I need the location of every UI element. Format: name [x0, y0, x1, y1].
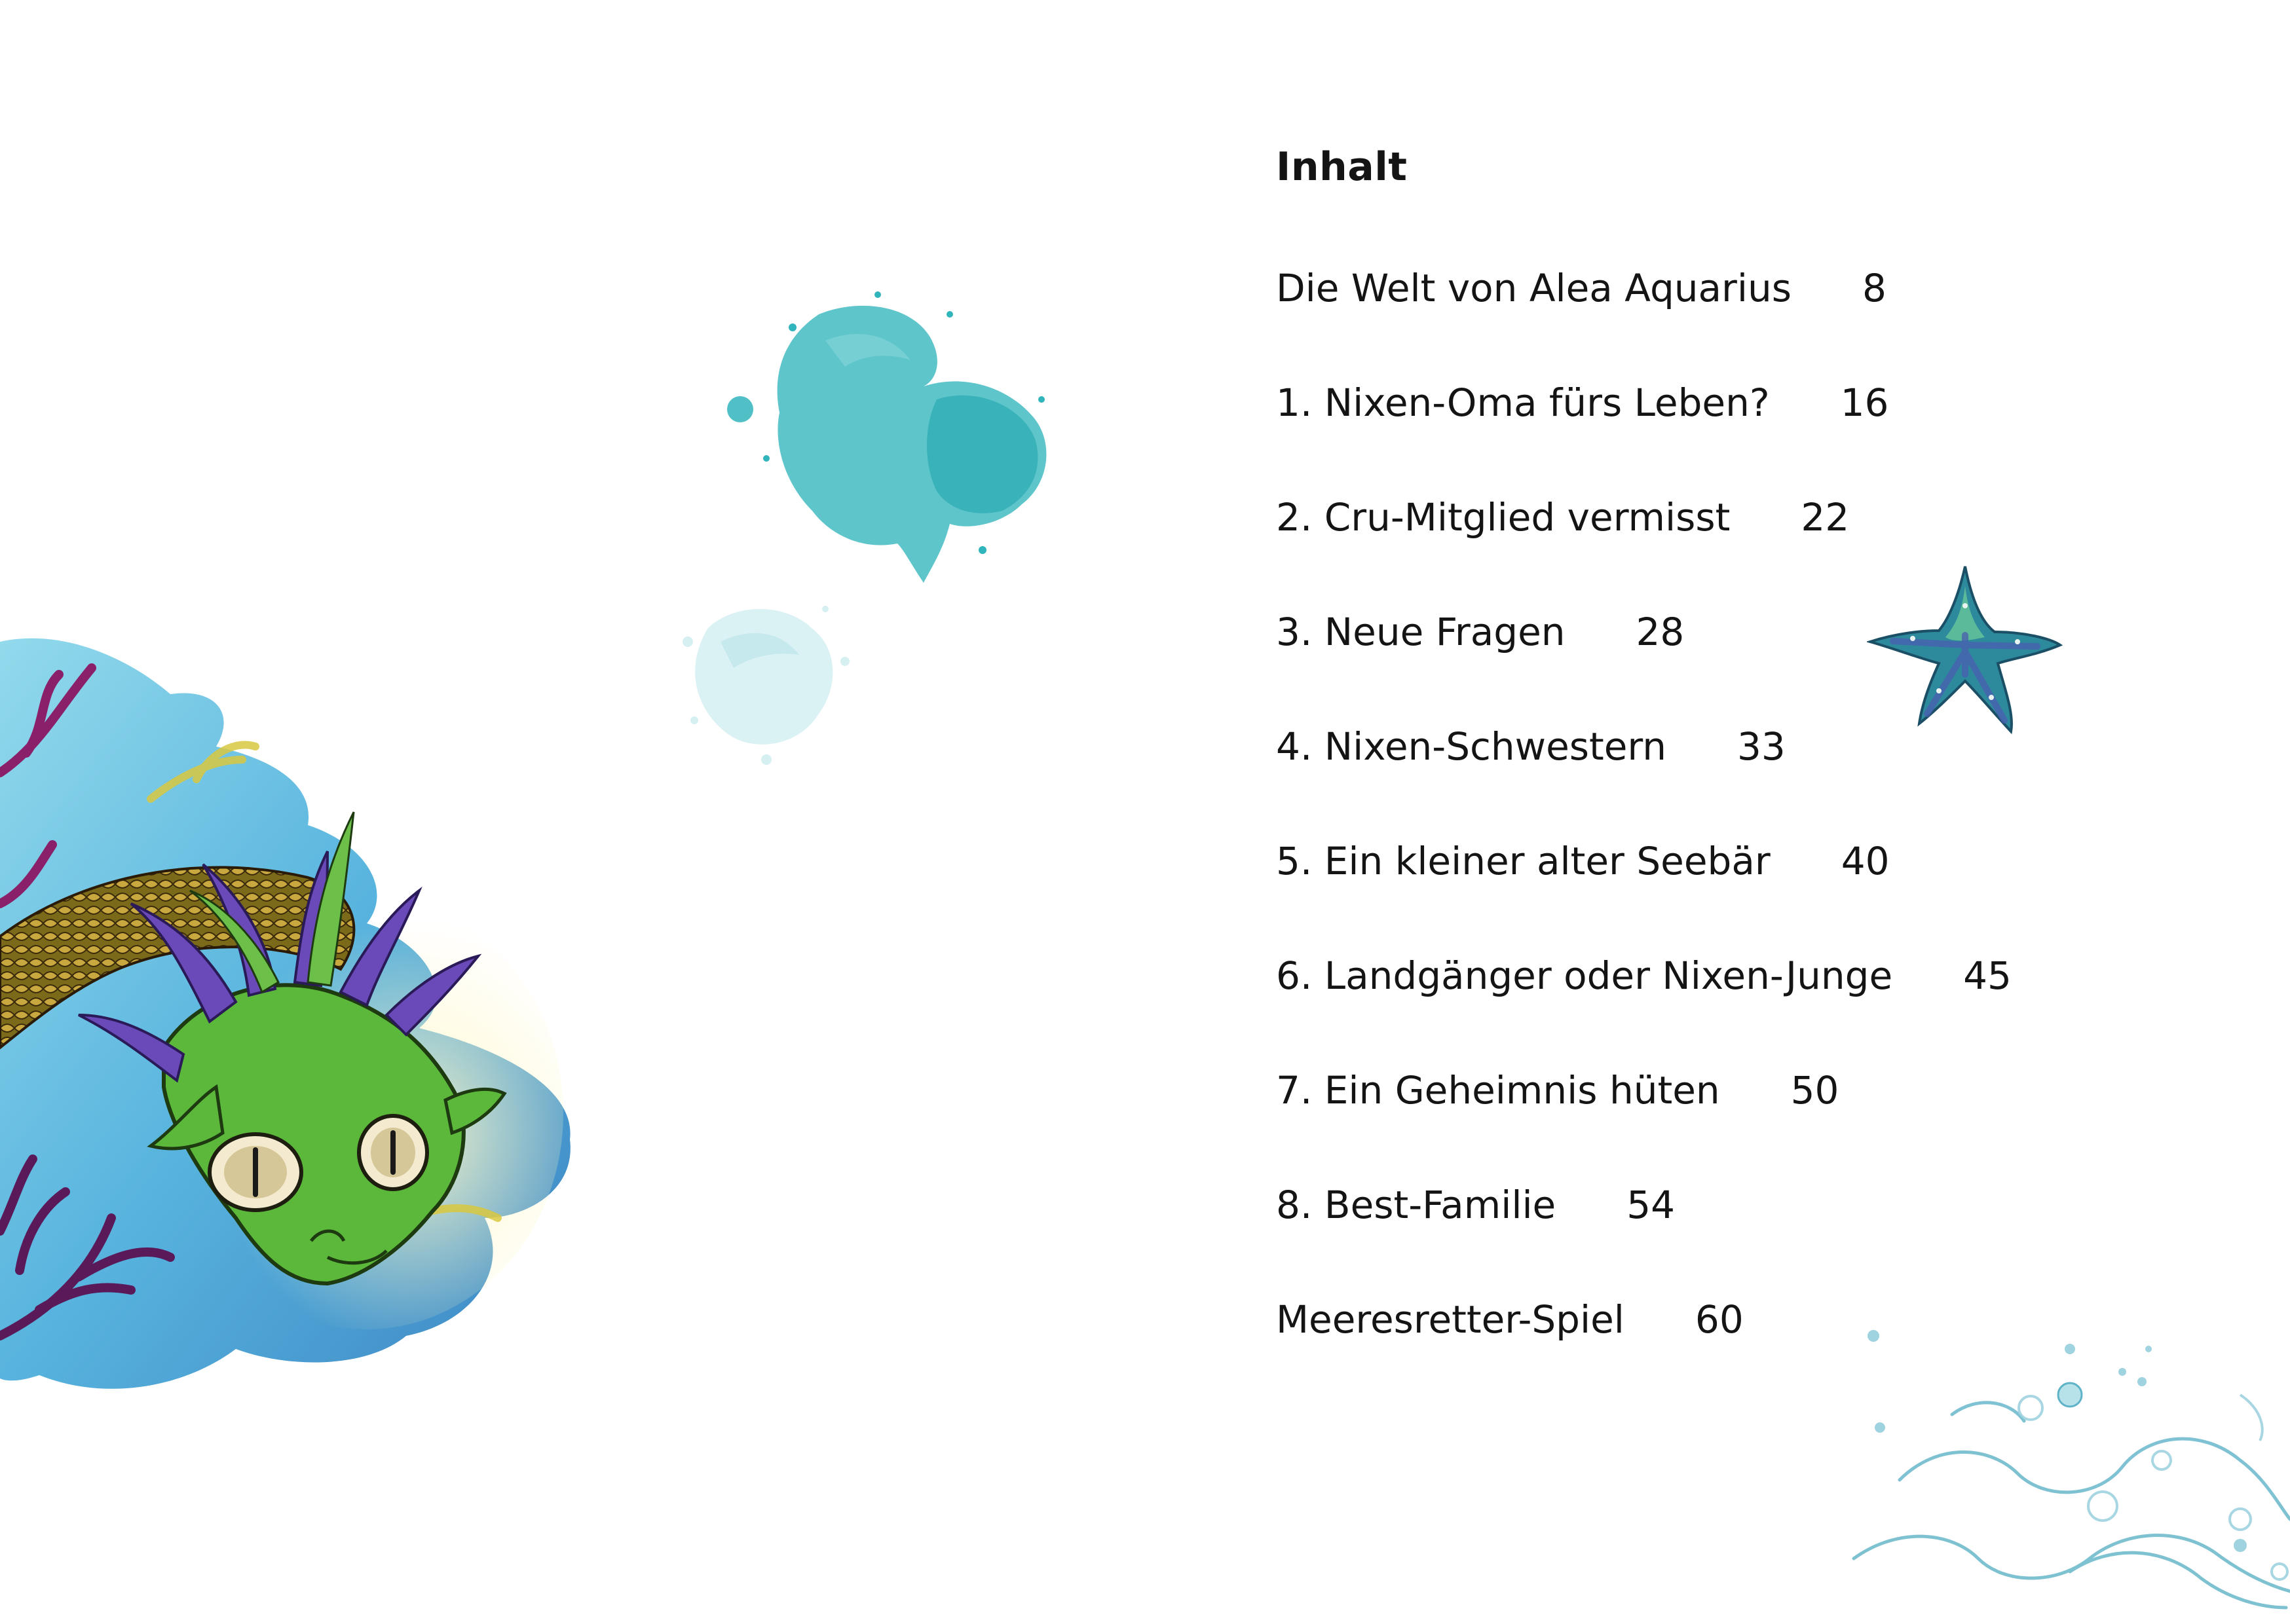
toc-entry-title: 8. Best-Familie: [1276, 1183, 1556, 1227]
toc-entry-title: 6. Landgänger oder Nixen-Junge: [1276, 953, 1893, 998]
toc-entry-title: 5. Ein kleiner alter Seebär: [1276, 839, 1771, 883]
toc-heading: Inhalt: [1276, 144, 1408, 190]
toc-entry-title: 4. Nixen-Schwestern: [1276, 724, 1667, 769]
toc-entry-page: 60: [1695, 1297, 1744, 1342]
toc-entry-title: 2. Cru-Mitglied vermisst: [1276, 495, 1731, 540]
toc-entry-page: 8: [1862, 266, 1886, 310]
water-wave-illustration: [1703, 1310, 2290, 1617]
toc-entry[interactable]: [1276, 838, 1890, 884]
toc-entry[interactable]: [1276, 953, 2012, 999]
toc-entry-title: Meeresretter-Spiel: [1276, 1297, 1624, 1342]
toc-entry-page: 33: [1737, 724, 1786, 769]
sea-creature-illustration: [0, 629, 590, 1473]
toc-entry-page: 40: [1841, 839, 1890, 883]
toc-entry[interactable]: [1276, 1182, 1675, 1228]
toc-entry-title: 3. Neue Fragen: [1276, 610, 1566, 654]
toc-entry[interactable]: [1276, 380, 1888, 426]
toc-entry[interactable]: [1276, 265, 1886, 311]
toc-entry[interactable]: [1276, 724, 1786, 769]
starfish-illustration: [1867, 560, 2063, 737]
toc-entry-page: 50: [1790, 1068, 1839, 1113]
toc-entry-title: Die Welt von Alea Aquarius: [1276, 266, 1792, 310]
toc-entry-page: 28: [1636, 610, 1685, 654]
toc-entry-page: 45: [1963, 953, 2012, 998]
teal-ink-splash: [714, 288, 1055, 589]
toc-entry[interactable]: [1276, 1067, 1839, 1113]
toc-entry-page: 54: [1626, 1183, 1676, 1227]
toc-entry[interactable]: [1276, 609, 1684, 655]
toc-entry-page: 22: [1801, 495, 1850, 540]
pale-ink-splash: [668, 589, 865, 773]
toc-entry-title: 1. Nixen-Oma fürs Leben?: [1276, 380, 1770, 425]
toc-entry[interactable]: [1276, 1297, 1744, 1342]
toc-entry-title: 7. Ein Geheimnis hüten: [1276, 1068, 1720, 1113]
toc-entry[interactable]: [1276, 494, 1849, 540]
toc-entry-page: 16: [1840, 380, 1889, 425]
